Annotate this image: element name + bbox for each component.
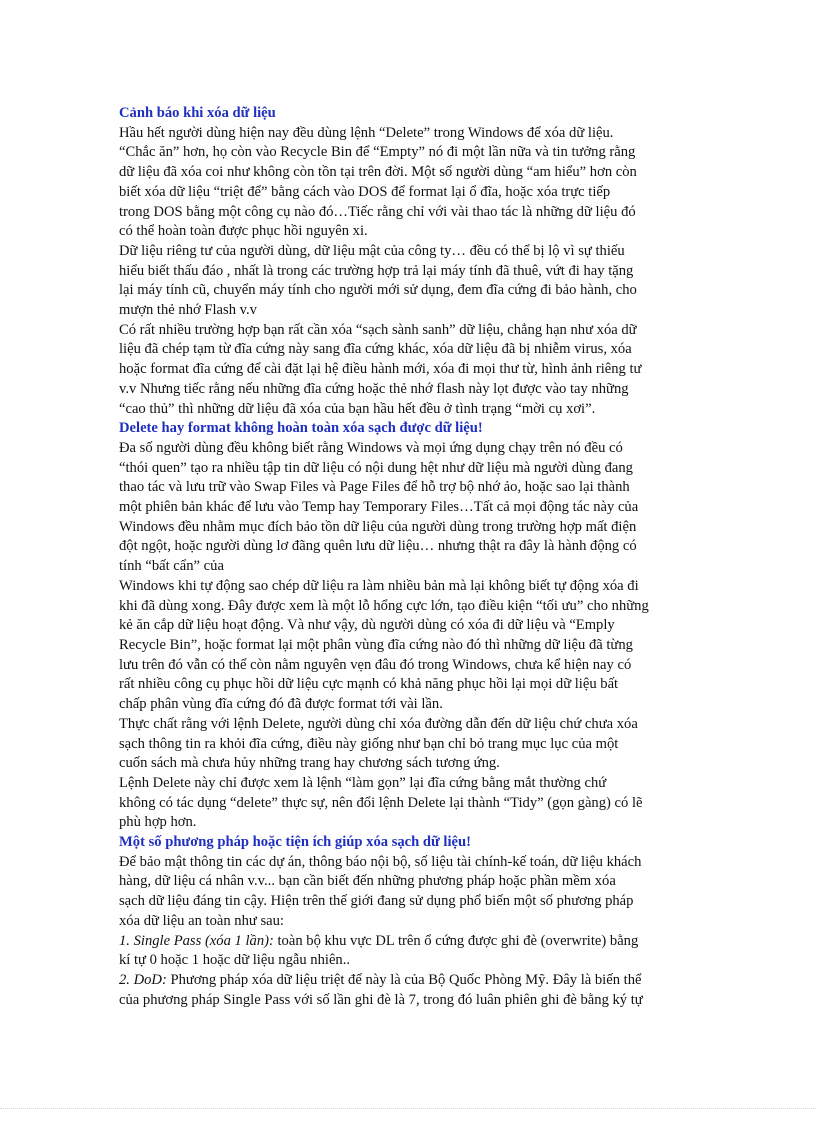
text-line: rất nhiều công cụ phục hồi dữ liệu cực mạnh có khả năng phục hồi lại mọi dữ liệu bất bbox=[119, 676, 619, 693]
text-line: đột ngột, hoặc người dùng lơ đãng quên lưu dữ liệu… nhưng thật ra đây là hành động có bbox=[119, 538, 637, 555]
text-line: Hầu hết người dùng hiện nay đều dùng lệnh “Delete” trong Windows để xóa dữ liệu. bbox=[119, 124, 614, 141]
text-line: thao tác và lưu trữ vào Swap Files và Page Files để hỗ trợ bộ nhớ ảo, hoặc sao lại thành bbox=[119, 479, 630, 496]
text-line: Dữ liệu riêng tư của người dùng, dữ liệu mật của công ty… đều có thể bị lộ vì sự thiếu bbox=[119, 242, 625, 259]
text-line: tính “bất cẩn” của bbox=[119, 558, 224, 575]
list-item-2 bbox=[119, 971, 699, 1010]
paragraph-1 bbox=[119, 124, 699, 242]
paragraph-3 bbox=[119, 321, 699, 420]
text-line: Windows đều nhằm mục đích bảo tồn dữ liệu của người dùng trong trường hợp mất điện bbox=[119, 518, 637, 535]
text-line: “thói quen” tạo ra nhiều tập tin dữ liệu có nội dung hệt như dữ liệu mà người dùng đang bbox=[119, 459, 633, 476]
paragraph-7 bbox=[119, 774, 699, 833]
text-line: biết xóa dữ liệu “triệt để” bằng cách vào DOS để format lại ổ đĩa, hoặc xóa trực tiếp bbox=[119, 183, 611, 200]
page-bottom-divider bbox=[0, 1108, 816, 1109]
text-line bbox=[119, 971, 699, 991]
text-line: hiểu biết thấu đáo , nhất là trong các trường hợp trả lại máy tính đã thuê, vứt đi hay tặng bbox=[119, 262, 634, 279]
text-line: sạch dữ liệu đáng tin cậy. Hiện trên thế giới đang sử dụng phổ biến một số phương pháp bbox=[119, 893, 634, 910]
text-line: lưu trên đó vẫn có thể còn nằm nguyên vẹn đâu đó trong Windows, chưa kể hiện nay có bbox=[119, 656, 632, 673]
text-line: Có rất nhiều trường hợp bạn rất cần xóa “sạch sành sanh” dữ liệu, chẳng hạn như xóa dữ bbox=[119, 321, 637, 338]
text-line: dữ liệu đã xóa coi như không còn tồn tại trên đời. Một số người dùng “am hiểu” hơn còn bbox=[119, 164, 637, 181]
text-line bbox=[119, 932, 699, 952]
text-line: Lệnh Delete này chỉ được xem là lệnh “làm gọn” lại đĩa cứng bằng mắt thường chứ bbox=[119, 774, 607, 791]
text-line: không có tác dụng “delete” thực sự, nên đổi lệnh Delete lại thành “Tidy” (gọn gàng) có lẽ bbox=[119, 794, 643, 811]
text-line: lại máy tính cũ, chuyển máy tính cho người mới sử dụng, đem đĩa cứng đi bảo hành, cho bbox=[119, 282, 637, 299]
text-line: Để bảo mật thông tin các dự án, thông báo nội bộ, số liệu tài chính-kế toán, dữ liệu khách bbox=[119, 853, 642, 870]
paragraph-2 bbox=[119, 242, 699, 321]
text-line: Thực chất rằng với lệnh Delete, người dùng chỉ xóa đường dẫn đến dữ liệu chứ chưa xóa bbox=[119, 715, 638, 732]
text-line: Recycle Bin”, hoặc format lại một phân vùng đĩa cứng nào đó thì những dữ liệu đã từng bbox=[119, 636, 633, 653]
text-line: có thể hoàn toàn được phục hồi nguyên xi. bbox=[119, 223, 368, 240]
text-line: khi đã dùng xong. Đây được xem là một lỗ hổng cực lớn, tạo điều kiện “tối ưu” cho những bbox=[119, 597, 649, 614]
text-line: “Chắc ăn” hơn, họ còn vào Recycle Bin để “Empty” nó đi một lần nữa và tin tưởng rằng bbox=[119, 144, 636, 161]
text-line: một phiên bản khác để lưu vào Temp hay Temporary Files…Tất cả mọi động tác này của bbox=[119, 499, 639, 516]
text-line: cuốn sách mà chưa hủy những trang hay chương sách tương ứng. bbox=[119, 755, 500, 772]
text-line: Đa số người dùng đều không biết rằng Windows và mọi ứng dụng chạy trên nó đều có bbox=[119, 439, 623, 456]
text-line: hoặc format đĩa cứng để cài đặt lại hệ điều hành mới, xóa đi mọi thư từ, hình ảnh riêng tư bbox=[119, 361, 642, 378]
text-line: Windows khi tự động sao chép dữ liệu ra làm nhiều bản mà lại không biết tự động xóa đi bbox=[119, 577, 639, 594]
text-line: chấp phân vùng đĩa cứng đó đã được format tới vài lần. bbox=[119, 696, 443, 713]
text-line: của phương pháp Single Pass với số lần ghi đè là 7, trong đó luân phiên ghi đè bằng ký tự bbox=[119, 991, 643, 1008]
text-line: kẻ ăn cắp dữ liệu hoạt động. Và như vậy, dù người dùng có xóa đi dữ liệu và “Emply bbox=[119, 617, 615, 634]
text-line: v.v Nhưng tiếc rằng nếu những đĩa cứng hoặc thẻ nhớ flash này lọt được vào tay những bbox=[119, 380, 629, 397]
list-item-text: Phương pháp xóa dữ liệu triệt để này là của Bộ Quốc Phòng Mỹ. Đây là biến thể bbox=[166, 971, 642, 988]
section-heading-1: Cảnh báo khi xóa dữ liệu bbox=[119, 105, 276, 121]
text-line: xóa dữ liệu an toàn như sau: bbox=[119, 912, 284, 929]
paragraph-5 bbox=[119, 577, 699, 715]
text-line: phù hợp hơn. bbox=[119, 814, 197, 831]
list-item-label: 2. DoD: bbox=[119, 971, 167, 988]
paragraph-4 bbox=[119, 439, 699, 577]
text-line: sạch thông tin ra khỏi đĩa cứng, điều này giống như bạn chỉ bỏ trang mục lục của một bbox=[119, 735, 619, 752]
text-line: trong DOS bằng một công cụ nào đó…Tiếc rằng chỉ với vài thao tác là những dữ liệu đó bbox=[119, 203, 636, 220]
text-line: hàng, dữ liệu cá nhân v.v... bạn cần biết đến những phương pháp hoặc phần mềm xóa bbox=[119, 873, 616, 890]
list-item-label: 1. Single Pass (xóa 1 lần): bbox=[119, 932, 274, 949]
document-page bbox=[119, 104, 699, 1010]
paragraph-8 bbox=[119, 853, 699, 932]
text-line: mượn thẻ nhớ Flash v.v bbox=[119, 302, 257, 319]
text-line: “cao thủ” thì những dữ liệu đã xóa của bạn hầu hết đều ở tình trạng “mời cụ xơi”. bbox=[119, 400, 596, 417]
list-item-text: toàn bộ khu vực DL trên ổ cứng được ghi đè (overwrite) bằng bbox=[273, 932, 639, 949]
text-line: liệu đã chép tạm từ đĩa cứng này sang đĩa cứng khác, xóa dữ liệu đã bị nhiễm virus, xóa bbox=[119, 341, 632, 358]
list-item-1 bbox=[119, 932, 699, 971]
paragraph-6 bbox=[119, 715, 699, 774]
text-line: kí tự 0 hoặc 1 hoặc dữ liệu ngẫu nhiên.. bbox=[119, 952, 351, 969]
section-heading-2: Delete hay format không hoàn toàn xóa sạch được dữ liệu! bbox=[119, 420, 483, 437]
section-heading-3: Một số phương pháp hoặc tiện ích giúp xóa sạch dữ liệu! bbox=[119, 834, 471, 851]
